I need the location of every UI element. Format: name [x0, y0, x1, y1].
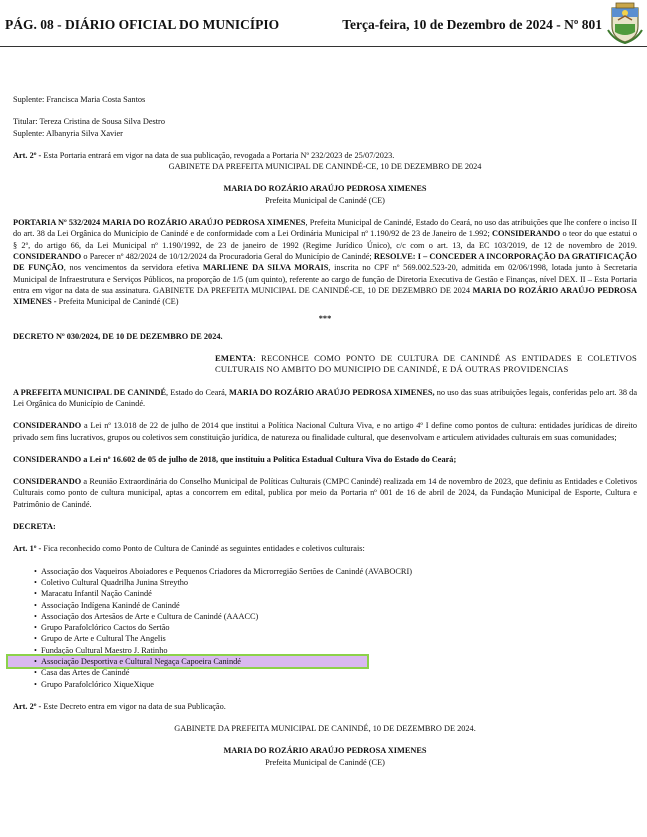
list-item: • Associação dos Artesãos de Arte e Cultura de Canindé (AAACC) [34, 611, 259, 621]
gabinete-line: GABINETE DA PREFEITA MUNICIPAL DE CANINDÉ-CE, 10 DE DEZEMBRO DE 2024 [168, 162, 482, 172]
suplente-line: Suplente: Francisca Maria Costa Santos [13, 95, 146, 104]
list-item: • Fundação Cultural Maestro J. Ratinho [34, 645, 168, 655]
header-date-edition: Terça-feira, 10 de Dezembro de 2024 - Nº 801 [342, 17, 602, 32]
considerando-3: CONSIDERANDO a Reunião Extraordinária do Conselho Municipal de Políticas Culturais (CMPC Canindé) realizada em 14 de novembro de 2023, que definiu as Entidades e Coletivos Culturais como ponto de cultura municipal, aptas a concorrem em edital, publica por meio da Portaria nº 001 de 16 de abril de 2024, da Fundação Municipal de Esporte, Cultura e Patrimônio de Canindé. [13, 477, 637, 509]
list-item: • Grupo de Arte e Cultural The Angelis [34, 634, 166, 644]
page-header [0, 0, 647, 47]
list-item: • Associação Indígena Kanindé de Canindé [34, 600, 180, 610]
decreto-title: DECRETO Nº 030/2024, DE 10 DE DEZEMBRO DE 2024. [13, 331, 223, 341]
ementa-block: EMENTA: RECONHCE COMO PONTO DE CULTURA DE CANINDÉ AS ENTIDADES E COLETIVOS CULTURAIS NO AMBITO DO MUNICIPIO DE CANINDÉ, E DÁ OUTRAS PROVIDENCIAS [215, 353, 637, 375]
list-item: • Casa das Artes de Canindé [34, 668, 130, 678]
municipal-coat-of-arms-icon [606, 2, 644, 44]
signature-title-2: Prefeita Municipal de Canindé (CE) [265, 757, 385, 767]
article-2-decreto: Art. 2º - Este Decreto entra em vigor na data de sua Publicação. [13, 701, 226, 711]
considerando-1: CONSIDERANDO a Lei nº 13.018 de 22 de julho de 2014 que institui a Política Nacional Cultura Viva, e no artigo 4º I define como pontos de cultura: entidades jurídicas de direito privado sem fins lucrativos, grupos ou coletivos sem constituição jurídica, de natureza ou finalidade cultural, que desenvolvam e articulem atividades culturais em suas comunidades; [13, 421, 637, 442]
suplente-line-2: Suplente: Albanyria Silva Xavier [13, 128, 123, 138]
list-item: • Grupo Parafolclórico XiqueXique [34, 679, 154, 689]
highlighted-list-item[interactable]: • Associação Desportiva e Cultural Negaça Capoeira Canindé [8, 656, 367, 667]
header-page-label: PÁG. 08 - DIÁRIO OFICIAL DO MUNICÍPIO [5, 17, 280, 32]
list-item: • Grupo Parafolclórico Cactos do Sertão [34, 623, 170, 633]
article-2-portaria: Art. 2º - Esta Portaria entrará em vigor na data de sua publicação, revogada a Portaria Nº 232/2023 de 25/07/2023. [13, 150, 395, 160]
gabinete-line-2: GABINETE DA PREFEITA MUNICIPAL DE CANINDÉ, 10 DE DEZEMBRO DE 2024. [174, 724, 476, 734]
list-item: • Maracatu Infantil Nação Canindé [34, 589, 152, 599]
header-divider [0, 46, 647, 47]
entities-list [13, 566, 637, 690]
section-separator: *** [318, 314, 332, 324]
signature-title: Prefeita Municipal de Canindé (CE) [265, 195, 385, 205]
signature-name-2: MARIA DO ROZÁRIO ARAÚJO PEDROSA XIMENES [223, 746, 427, 756]
preamble-paragraph: A PREFEITA MUNICIPAL DE CANINDÉ, Estado do Ceará, MARIA DO ROZÁRIO ARAÚJO PEDROSA XIMENES, no uso das suas atribuições legais, conferidas pelo art. 38 da Lei Orgânica do Município de Canindé. [13, 387, 638, 408]
article-1: Art. 1º - Fica reconhecido como Ponto de Cultura de Canindé as seguintes entidades e coletivos culturais: [13, 544, 365, 554]
titular-line: Titular: Tereza Cristina de Sousa Silva Destro [13, 117, 165, 127]
considerando-2: CONSIDERANDO a Lei nº 16.602 de 05 de julho de 2018, que instituiu a Política Estadual Cultura Viva do Estado do Ceará; [13, 454, 457, 464]
list-item: • Coletivo Cultural Quadrilha Junina Streytho [34, 577, 189, 587]
decreta-heading: DECRETA: [13, 522, 56, 532]
list-item: • Associação dos Vaqueiros Aboiadores e Pequenos Criadores da Microrregião Sertões de Canindé (AVABOCRI) [34, 566, 412, 576]
signature-name: MARIA DO ROZÁRIO ARAÚJO PEDROSA XIMENES [223, 184, 427, 194]
portaria-paragraph: PORTARIA Nº 532/2024 MARIA DO ROZÁRIO ARAÚJO PEDROSA XIMENES, Prefeita Municipal de Canindé, Estado do Ceará, no uso das atribuições que lhe confere o inciso II do art. 38 da Lei Orgânica do Município de Canindé e de conformidade com a Lei Ordinária Municipal nº 1.190/92 de 23 de Janeiro de 1.992; CONSIDERANDO o teor do que estatui o § 2º, do artigo 66, da Lei Municipal nº 1.190/1992, de 23 de janeiro de 1992 (Regime Jurídico Único), c/c com o art. 13, da EC 103/2019, de 12 de novembro de 2019. CONSIDERANDO o Parecer nº 482/2024 de 10/12/2024 da Procuradoria Geral do Município de Canindé; RESOLVE: I – CONCEDER A INCORPORAÇÃO DA GRATIFICAÇÃO DE FUNÇÃO, nos vencimentos da servidora efetiva MARLIENE DA SILVA MORAIS, inscrita no CPF nº 569.002.523-20, admitida em 02/06/1998, lotada junto à Secretaria Municipal de Infraestrutura e Serviços Públicos, na proporção de 1/5 (um quinto), referente ao cargo de função de Diretoria Executiva de Gestão e Finanças, nível DEX. II – Esta Portaria entra em vigor na data de sua assinatura. GABINETE DA PREFEITA MUNICIPAL DE CANINDÉ-CE, 10 DE DEZEMBRO DE 2024 MARIA DO ROZÁRIO ARAÚJO PEDROSA XIMENES - Prefeita Municipal de Canindé (CE) [13, 218, 638, 307]
document-body [13, 94, 637, 768]
